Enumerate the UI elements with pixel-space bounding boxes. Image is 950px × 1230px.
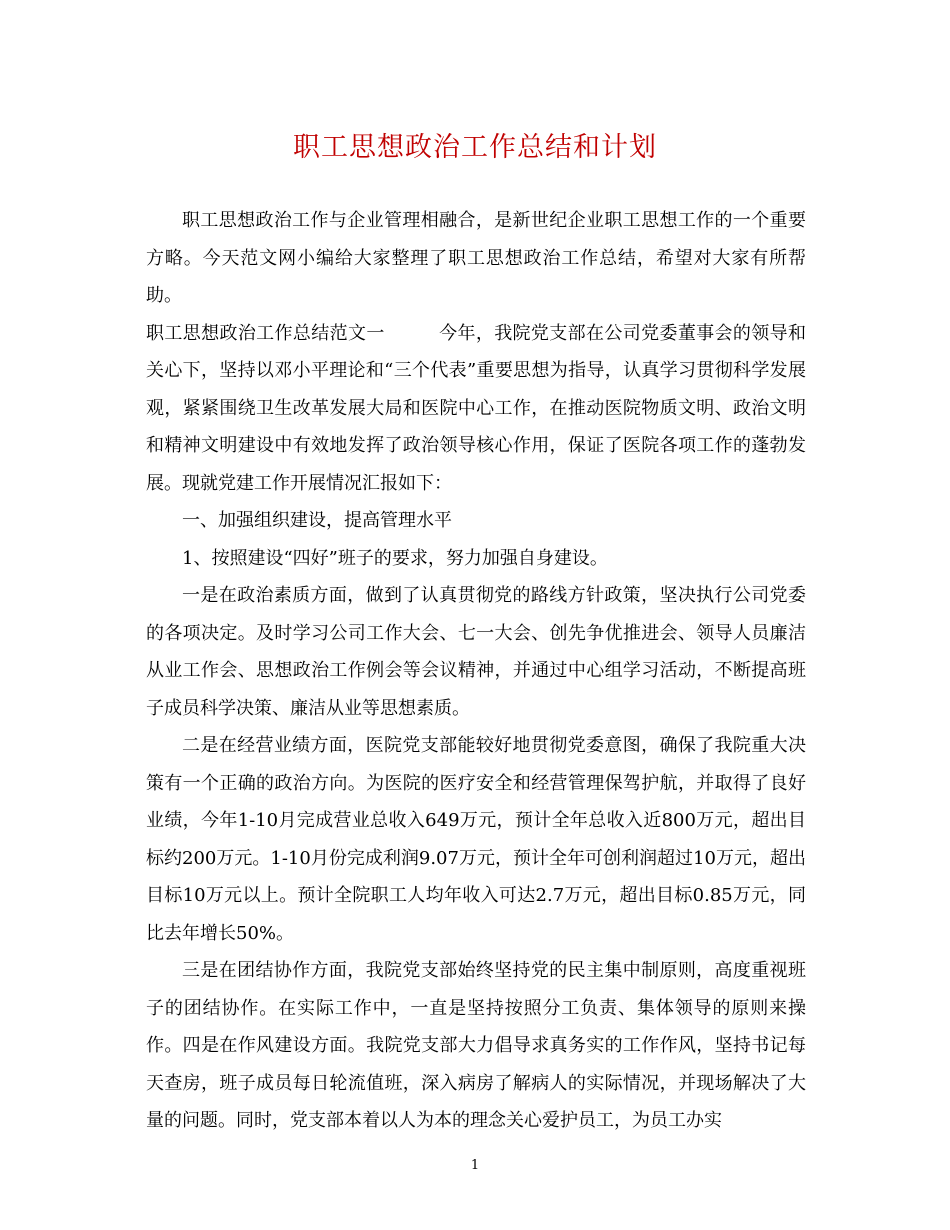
paragraph-sample-one [146, 315, 806, 503]
heading-item-one: 1、按照建设“四好”班子的要求，努力加强自身建设。 [182, 547, 608, 569]
paragraph-business-performance: 二是在经营业绩方面，医院党支部能较好地贯彻党委意图，确保了我院重大决策有一个正确的政治方向。为医院的医疗安全和经营管理保驾护航，并取得了良好业绩，今年1-10月完成营业总收入649万元，预计全年总收入近800万元，超出目标约200万元。1-10月份完成利润9.07万元，预计全年可创利润超过10万元，超出目标10万元以上。预计全院职工人均年收入可达2.7万元，超出目标0.85万元，同比去年增长50%。 [146, 735, 806, 944]
paragraph-teamwork: 三是在团结协作方面，我院党支部始终坚持党的民主集中制原则，高度重视班子的团结协作。在实际工作中，一直是坚持按照分工负责、集体领导的原则来操作。四是在作风建设方面。我院党支部大力倡导求真务实的工作作风，坚持书记每天查房，班子成员每日轮流值班，深入病房了解病人的实际情况，并现场解决了大量的问题。同时，党支部本着以人为本的理念关心爱护员工，为员工办实 [146, 960, 806, 1131]
document-title: 职工思想政治工作总结和计划 [293, 132, 657, 163]
paragraph-intro: 职工思想政治工作与企业管理相融合，是新世纪企业职工思想工作的一个重要方略。今天范文网小编给大家整理了职工思想政治工作总结，希望对大家有所帮助。 [146, 210, 806, 306]
heading-section-one: 一、加强组织建设，提高管理水平 [182, 510, 452, 531]
sample-label: 职工思想政治工作总结范文一 [146, 322, 385, 344]
document-body [146, 202, 806, 1140]
paragraph-political-quality: 一是在政治素质方面，做到了认真贯彻党的路线方针政策，坚决执行公司党委的各项决定。及时学习公司工作大会、七一大会、创先争优推进会、领导人员廉洁从业工作会、思想政治工作例会等会议精神，并通过中心组学习活动，不断提高班子成员科学决策、廉洁从业等思想素质。 [146, 585, 806, 719]
sample-text: 今年，我院党支部在公司党委董事会的领导和关心下，坚持以邓小平理论和“三个代表”重要思想为指导，认真学习贯彻科学发展观，紧紧围绕卫生改革发展大局和医院中心工作，在推动医院物质文明、政治文明和精神文明建设中有效地发挥了政治领导核心作用，保证了医院各项工作的蓬勃发展。现就党建工作开展情况汇报如下： [146, 322, 807, 494]
page-number: 1 [470, 1158, 480, 1173]
